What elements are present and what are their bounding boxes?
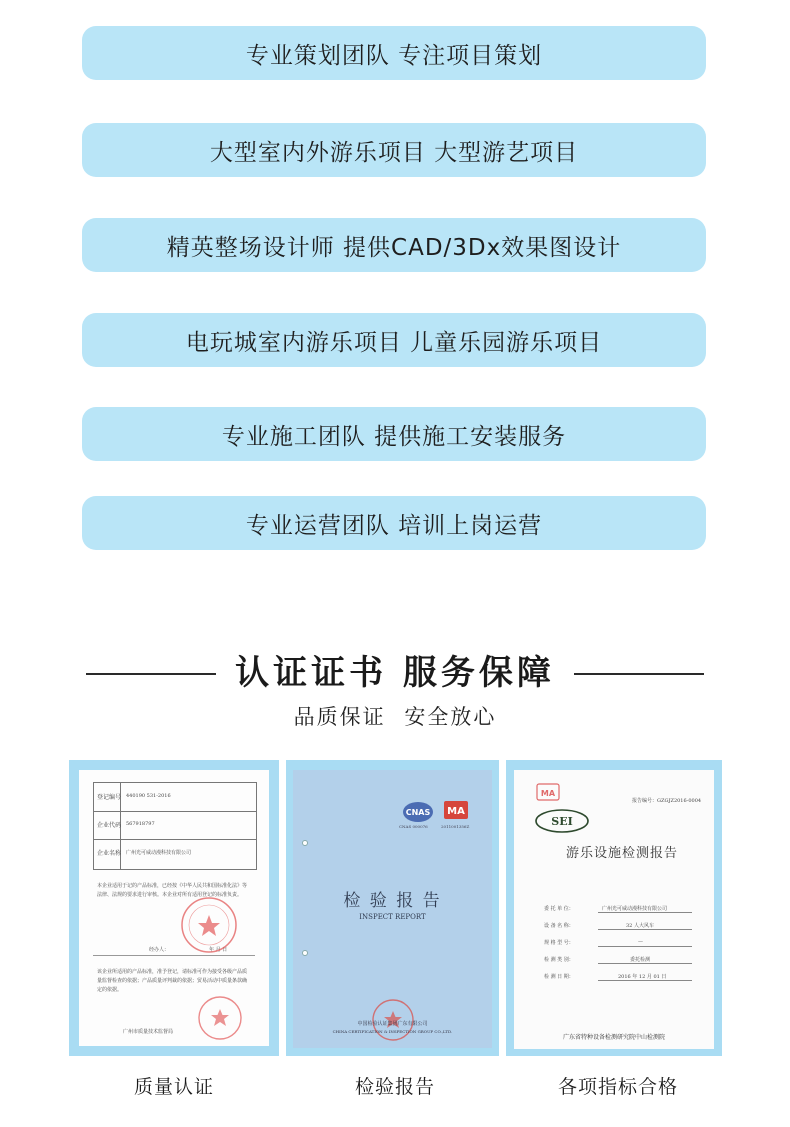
feature-text: 专业施工团队 提供施工安装服务 (221, 423, 567, 450)
feature-text: 精英整场设计师 提供CAD/3Dx效果图设计 (166, 234, 622, 261)
certificate-quality (69, 760, 279, 1056)
ma-stamp-icon (536, 782, 562, 804)
field-label: 设 备 名 称： (544, 923, 574, 929)
certificate-caption: 检验报告 (354, 1076, 435, 1098)
cma-logo-icon (443, 800, 469, 824)
feature-banner-arcade (82, 313, 706, 367)
field-value: 广州光可威动漫科技有限公司 (602, 906, 668, 912)
sei-logo-text: SEI (551, 815, 573, 828)
section-title: 认证证书 服务保障 (235, 653, 555, 693)
feature-banner-operation (82, 496, 706, 550)
testing-institute: 广东省特种设备检测研究院中山检测院 (562, 1034, 665, 1041)
test-report-paper (514, 770, 714, 1049)
field-label: 规 格 型 号： (544, 940, 574, 946)
field-value: 委托检测 (630, 957, 651, 963)
certificate-facility-test (506, 760, 722, 1056)
registration-table (93, 782, 257, 870)
organization-code: 567918797 (126, 821, 155, 827)
field-label: 检 测 类 别： (544, 957, 574, 963)
report-title-english: INSPECT REPORT (359, 913, 426, 921)
report-cover (293, 770, 492, 1048)
feature-banner-design (82, 218, 706, 272)
date-label: 年 月 日 (209, 947, 228, 953)
registration-number: 440190 531-2016 (126, 793, 171, 799)
row-label: 登记编号 (97, 794, 122, 801)
certificate-caption: 质量认证 (133, 1076, 214, 1098)
field-label: 检 测 日 期： (544, 974, 574, 980)
certificate-inspection (286, 760, 499, 1056)
feature-text: 大型室内外游乐项目 大型游艺项目 (209, 139, 579, 166)
cnas-number: CNAS 000076 (399, 824, 428, 829)
row-label: 企业名称 (97, 850, 122, 857)
approval-paragraph: 该企业所适用的产品标准，准予登记，请标准可作为接受各级产品质量监督检查的依据；产品质量评判裁的依据；贸易活动中质量条款确定的依据。 (97, 969, 248, 993)
feature-text: 专业运营团队 培训上岗运营 (245, 512, 543, 539)
cnas-logo-text: CNAS (405, 808, 431, 817)
approval-paragraph: 本企业适用于记的产品标准，已经按《中华人民共和国标准化法》等法律、法规的要求进行审核。本企业对所有适用登记的标准负责。 (97, 883, 248, 898)
feature-banner-planning (82, 26, 706, 80)
certificate-caption: 各项指标合格 (557, 1076, 678, 1098)
feature-text: 电玩城室内游乐项目 儿童乐园游乐项目 (185, 329, 603, 356)
cnas-logo-icon (401, 800, 435, 824)
seal-caption: 广州市质量技术监督局 (123, 1029, 174, 1035)
red-seal-icon (197, 995, 243, 1041)
certificate-paper (79, 770, 269, 1046)
section-subtitle: 品质保证 安全放心 (293, 705, 497, 729)
red-seal-icon (179, 895, 239, 955)
cma-number: 2011001356Z (441, 824, 470, 829)
feature-banner-projects (82, 123, 706, 177)
test-report-title: 游乐设施检测报告 (566, 846, 679, 861)
company-name: 广州光可威动漫科技有限公司 (126, 850, 192, 856)
field-value: 2016 年 12 月 01 日 (618, 974, 667, 980)
signer-label: 经办人： (149, 947, 170, 953)
field-value: — (638, 939, 643, 945)
issuer-name-english: CHINA CERTIFICATION & INSPECTION GROUP CO.,LTD. (332, 1029, 453, 1034)
field-label: 委 托 单 位： (544, 906, 574, 912)
svg-text:MA: MA (540, 789, 556, 798)
report-title: 检 验 报 告 (343, 891, 442, 911)
section-heading (0, 648, 790, 698)
report-number: 报告编号：GZGJZ2016-0004 (632, 798, 702, 804)
cma-logo-text: MA (447, 806, 465, 817)
issuer-name: 中国检验认证集团广东有限公司 (357, 1021, 428, 1027)
row-label: 企业代码 (97, 822, 122, 829)
feature-banner-construction (82, 407, 706, 461)
sei-logo-icon (534, 808, 596, 834)
field-value: 32 人大风车 (626, 923, 654, 929)
feature-text: 专业策划团队 专注项目策划 (245, 42, 543, 69)
